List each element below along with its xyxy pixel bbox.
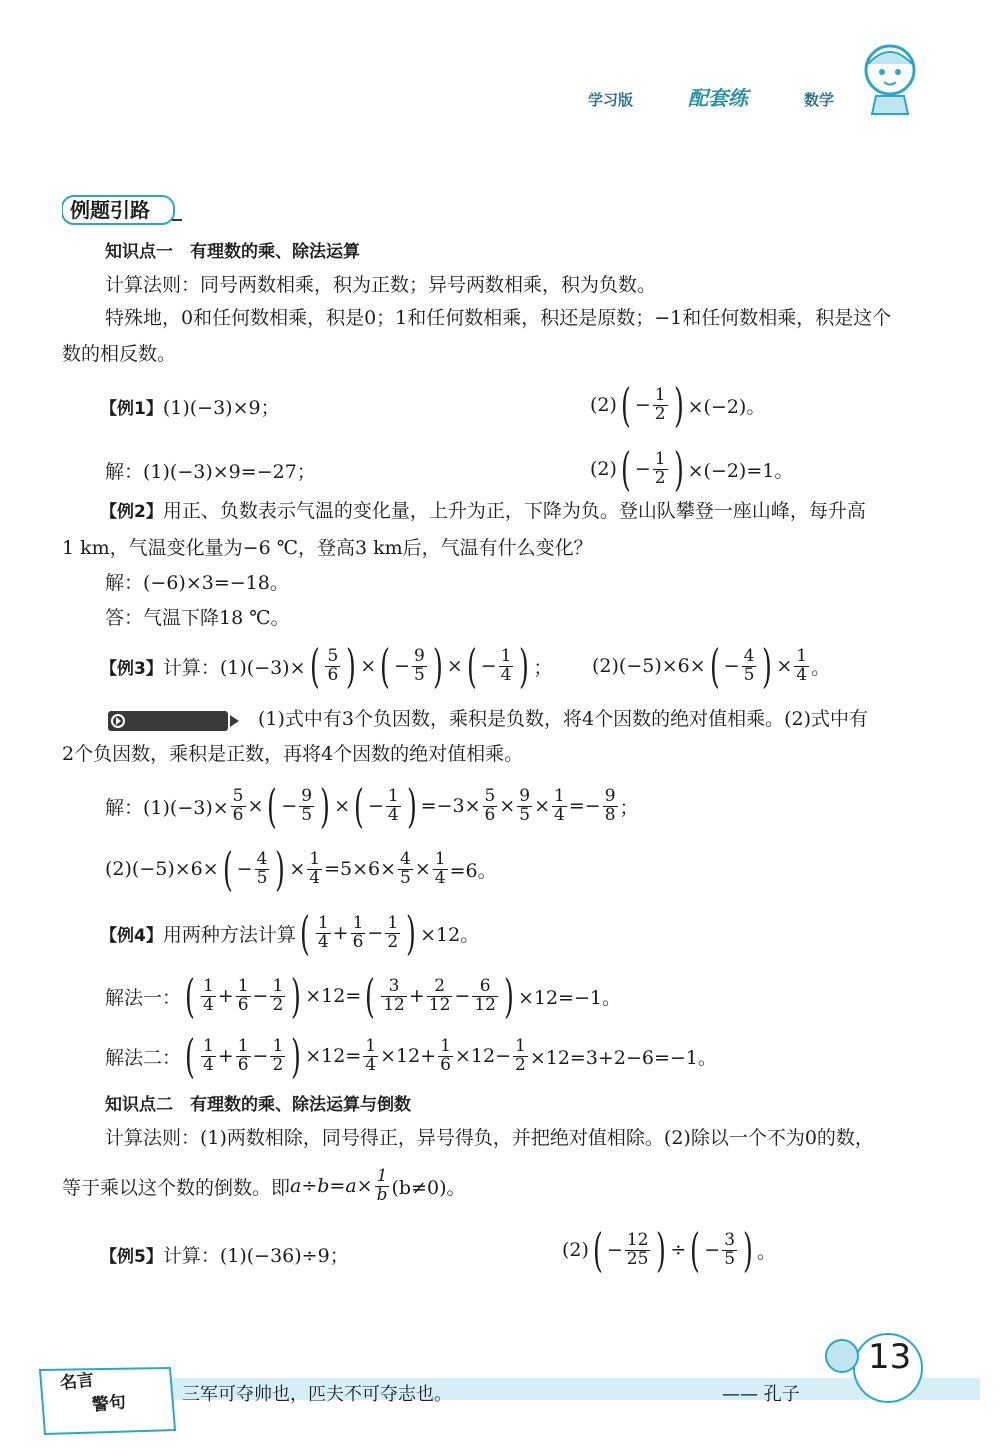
- kp2-rule-1: 计算法则：(1)两数相除，同号得正，异号得负，并把绝对值相除。(2)除以一个不为0的数，: [105, 1127, 874, 1149]
- fraction: $\frac{1}{4}$: [309, 848, 321, 888]
- ex2-line1: [100, 502, 866, 521]
- paren-expr: ( − $\frac{4}{5}$ ): [222, 842, 286, 896]
- paren-expr: ( − $\frac{1}{2}$ ): [620, 442, 684, 496]
- ex1-s2-pre: (2): [590, 458, 617, 480]
- paren-expr: ( − $\frac{12}{25}$ ): [592, 1223, 667, 1277]
- fraction: $\frac{1}{6}$: [237, 1035, 249, 1075]
- ex3-calc: 计算：(1)(−3)×: [162, 656, 306, 679]
- footer-label-2: 警句: [90, 1392, 127, 1416]
- ex3-q2: (2)(−5)×6×: [592, 655, 706, 677]
- paren-expr: ( − $\frac{3}{5}$ ): [690, 1223, 753, 1277]
- fraction: $\frac{2}{12}$: [428, 975, 451, 1015]
- ex1-q2: [590, 380, 765, 430]
- ex3-s1-mid: =−3×: [420, 795, 481, 817]
- ex4-method-2: [105, 1030, 717, 1082]
- fraction: $\frac{1}{4}$: [317, 912, 329, 952]
- ex4-q: 用两种方法计算: [162, 923, 296, 946]
- ex1-question: [100, 388, 280, 424]
- ex2-solution: 解：(−6)×3=−18。: [105, 572, 289, 594]
- fraction: $\frac{3}{5}$: [724, 1229, 736, 1269]
- fraction: $\frac{1}{4}$: [365, 1035, 377, 1075]
- section-title: 例题引路: [70, 198, 150, 222]
- ex2-text-1: 用正、负数表示气温的变化量，上升为正，下降为负。登山队攀登一座山峰，每升高: [162, 500, 866, 522]
- ex3-solution-2: (2)(−5)×6× ( − $\frac{4}{5}$ ) × $\frac{1}{4}$ =5×6× $\frac{4}{5}$ × $\frac{1}{4}$ =6。: [105, 842, 497, 896]
- kp1-special-1: 特殊地，0和任何数相乘，积是0；1和任何数相乘，积还是原数；−1和任何数相乘，积是这个: [105, 307, 892, 329]
- kp2-formula: a÷b=a×: [290, 1175, 373, 1197]
- fraction: $\frac{1}{2}$: [272, 975, 284, 1015]
- fraction: $\frac{1}{6}$: [237, 975, 249, 1015]
- footer-label-1: 名言: [58, 1370, 95, 1394]
- ex5-q1: 计算：(1)(−36)÷9；: [162, 1244, 349, 1267]
- paren-expr: ( $\frac{1}{4}$ + $\frac{1}{6}$ − $\frac{1}{2}$ ): [299, 906, 417, 960]
- fraction: $\frac{1}{b}$: [376, 1165, 388, 1205]
- edition-label: 学习版: [588, 91, 634, 109]
- fraction: $\frac{12}{25}$: [626, 1229, 649, 1269]
- ex2-line2: 1 km，气温变化量为−6 ℃，登高3 km后，气温有什么变化？: [62, 537, 593, 559]
- ex3-s1-end: ；: [619, 796, 639, 819]
- ex4-question: [100, 907, 479, 959]
- ex1-q2-pre: (2): [590, 394, 617, 416]
- fraction: $\frac{9}{5}$: [519, 785, 531, 825]
- ex4-m2-mid: ×12=: [305, 1045, 362, 1067]
- paren-expr: ( − $\frac{9}{5}$ ): [267, 779, 331, 833]
- kp1-special-2: 数的相反数。: [62, 343, 177, 365]
- kp2-rule-2: [62, 1160, 465, 1212]
- ex3-s2-mid: =5×6×: [324, 858, 397, 880]
- fraction: $\frac{1}{4}$: [387, 785, 399, 825]
- paren-expr: ( − $\frac{9}{5}$ ): [380, 639, 443, 693]
- ex3-s1-pre: 解：(1)(−3)×: [105, 796, 229, 819]
- ex3-question-2: (2)(−5)×6× ( − $\frac{4}{5}$ ) × $\frac{1}{4}$ 。: [592, 639, 831, 693]
- fraction: $\frac{4}{5}$: [400, 848, 411, 888]
- ex2-tag: 【例2】: [100, 502, 163, 522]
- fraction: $\frac{1}{2}$: [515, 1035, 526, 1075]
- footer-quote: 三军可夺帅也，匹夫不可夺志也。: [182, 1384, 452, 1405]
- ex1-q2-post: ×(−2)。: [687, 395, 766, 418]
- fraction: $\frac{1}{6}$: [352, 912, 364, 952]
- fraction: $\frac{5}{6}$: [232, 785, 244, 825]
- kp1-title: 知识点一 有理数的乘、除法运算: [105, 242, 360, 262]
- paren-expr: ( $\frac{5}{6}$ ): [309, 639, 357, 693]
- ex4-q-end: ×12。: [420, 923, 480, 946]
- cartoon-girl-icon: [858, 40, 922, 116]
- method-2-label: 解法二：: [105, 1046, 182, 1069]
- ex1-q1: (1)(−3)×9；: [162, 396, 280, 419]
- footer-author: —— 孔子: [722, 1384, 800, 1405]
- ex5-question-1: [100, 1236, 349, 1272]
- fraction: $\frac{1}{2}$: [272, 1035, 284, 1075]
- kp2-rule-2-end: (b≠0)。: [391, 1176, 466, 1199]
- kp2-title: 知识点二 有理数的乘、除法运算与倒数: [105, 1095, 411, 1115]
- solution-label: 解：: [105, 460, 144, 483]
- fraction: $\frac{1}{4}$: [202, 1035, 214, 1075]
- fraction: $\frac{1}{6}$: [440, 1035, 451, 1075]
- fraction: $\frac{1}{2}$: [654, 448, 666, 488]
- fraction: $\frac{1}{2}$: [654, 384, 666, 424]
- series-logo: 配套练: [688, 86, 748, 110]
- ex5-tag: 【例5】: [100, 1246, 163, 1267]
- ex4-m1-mid: ×12=: [305, 985, 362, 1007]
- ex4-tag: 【例4】: [100, 925, 163, 946]
- fraction: $\frac{9}{8}$: [604, 785, 616, 825]
- ex3-tag: 【例3】: [100, 658, 163, 679]
- ex3-analysis-1: (1)式中有3个负因数，乘积是负数，将4个因数的绝对值相乘。(2)式中有: [258, 708, 869, 730]
- neg-sign: −: [634, 394, 651, 416]
- fraction: $\frac{9}{5}$: [414, 645, 425, 685]
- ex4-m2-t2: ×12−: [454, 1045, 511, 1067]
- ex3-solution-1: 解：(1)(−3)× $\frac{5}{6}$ × ( − $\frac{9}{5}$ ) × ( − $\frac{1}{4}$ ) =−3× $\frac{5}{6}$ × $\frac{9}{5}$ × $\frac{1}{4}$ =− $\frac{9}{8}$ ；: [105, 779, 639, 833]
- ex5-q2-pre: (2): [562, 1239, 589, 1261]
- paren-expr: ( − $\frac{1}{4}$ ): [466, 639, 530, 693]
- ex3-analysis-2: 2个负因数，乘积是正数，再将4个因数的绝对值相乘。: [62, 743, 524, 765]
- fraction: $\frac{1}{2}$: [387, 912, 399, 952]
- neg-sign: −: [634, 458, 651, 480]
- paren-expr: ( − $\frac{4}{5}$ ): [709, 639, 773, 693]
- paren-expr: ( $\frac{1}{4}$ + $\frac{1}{6}$ − $\frac{1}{2}$ ): [185, 969, 302, 1023]
- ex1-tag: 【例1】: [100, 398, 163, 419]
- ex3-s2-end: =6。: [449, 859, 497, 882]
- kp2-rule-2-pre: 等于乘以这个数的倒数。即: [62, 1176, 291, 1199]
- ex4-m1-end: ×12=−1。: [517, 986, 621, 1009]
- ex1-solution: [105, 452, 316, 488]
- fraction: $\frac{1}{4}$: [434, 848, 446, 888]
- page-number: 13: [868, 1337, 912, 1377]
- fraction: $\frac{4}{5}$: [256, 848, 268, 888]
- fraction: $\frac{4}{5}$: [743, 645, 755, 685]
- ex4-m2-end: ×12=3+2−6=−1。: [529, 1046, 717, 1069]
- ex5-q2-end: 。: [756, 1240, 776, 1263]
- kp1-rule: 计算法则：同号两数相乘，积为正数；异号两数相乘，积为负数。: [105, 274, 657, 296]
- paren-expr: ( − $\frac{1}{2}$ ): [620, 378, 684, 432]
- fraction: $\frac{5}{6}$: [327, 645, 339, 685]
- fraction: $\frac{9}{5}$: [301, 785, 313, 825]
- method-1-label: 解法一：: [105, 986, 182, 1009]
- ex1-s1: (1)(−3)×9=−27；: [143, 460, 316, 483]
- paren-expr: ( $\frac{3}{12}$ + $\frac{2}{12}$ − $\frac{6}{12}$ ): [365, 969, 514, 1023]
- subject-label: 数学: [804, 91, 835, 109]
- analysis-badge-icon: [108, 710, 240, 732]
- ex4-method-1: [105, 970, 621, 1022]
- footer-decoration: [0, 1330, 1000, 1448]
- divide-sign: ÷: [670, 1239, 687, 1261]
- fraction: $\frac{1}{4}$: [554, 785, 565, 825]
- ex3-question-1: 【例3】 计算：(1)(−3)× ( $\frac{5}{6}$ ) × ( − $\frac{9}{5}$ ) × ( − $\frac{1}{4}$ ) ；: [100, 639, 553, 693]
- fraction: $\frac{3}{12}$: [383, 975, 405, 1015]
- ex3-s2-pre: (2)(−5)×6×: [105, 858, 219, 880]
- ex1-s2: [590, 444, 793, 494]
- fraction: $\frac{1}{4}$: [500, 645, 512, 685]
- fraction: $\frac{1}{4}$: [796, 645, 808, 685]
- ex4-m2-t1: ×12+: [380, 1045, 437, 1067]
- paren-expr: ( − $\frac{1}{4}$ ): [354, 779, 417, 833]
- ex5-question-2: [562, 1224, 776, 1276]
- fraction: $\frac{5}{6}$: [484, 785, 496, 825]
- paren-expr: ( $\frac{1}{4}$ + $\frac{1}{6}$ − $\frac{1}{2}$ ): [185, 1029, 302, 1083]
- ex1-s2-post: ×(−2)=1。: [687, 459, 794, 482]
- fraction: $\frac{6}{12}$: [474, 975, 496, 1015]
- fraction: $\frac{1}{4}$: [202, 975, 214, 1015]
- ex2-answer: 答：气温下降18 ℃。: [105, 607, 290, 629]
